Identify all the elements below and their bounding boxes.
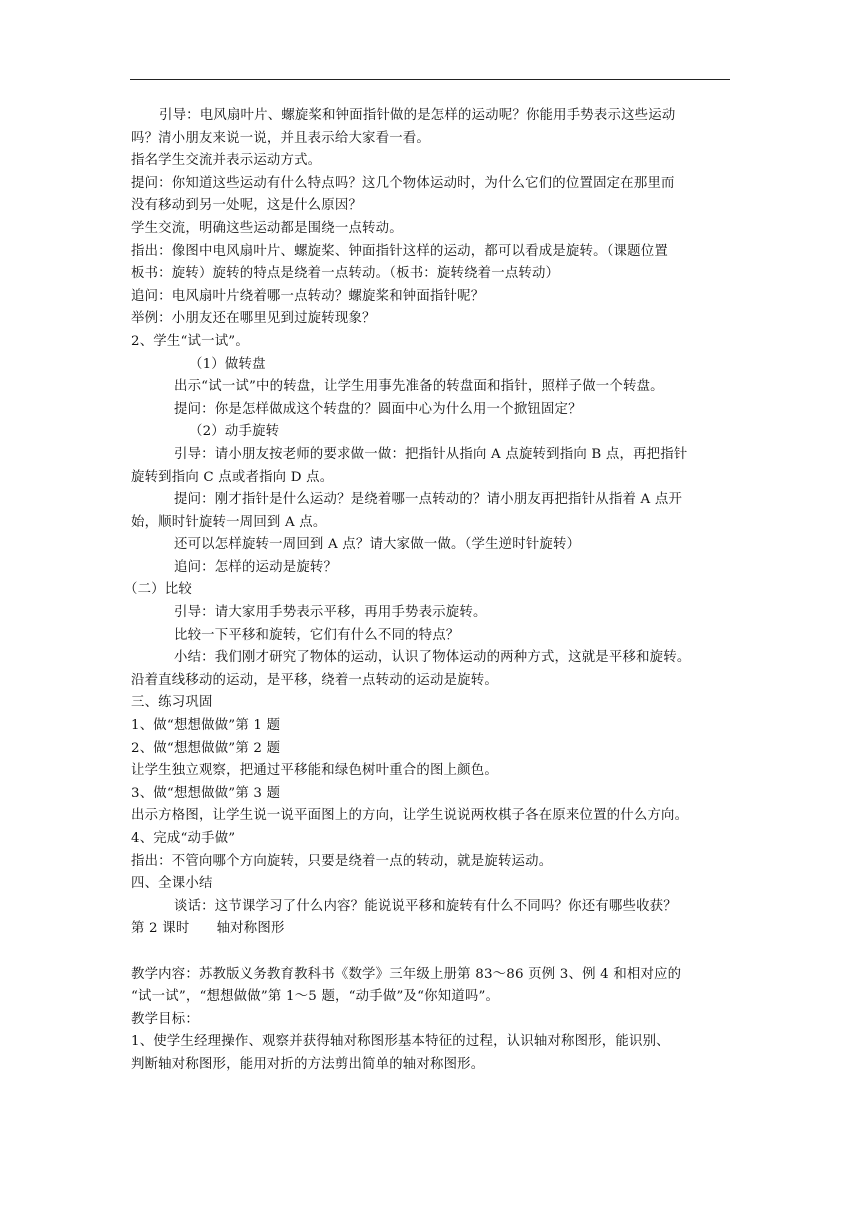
- list-item: 4、完成“动手做”: [131, 831, 236, 846]
- section-heading: 三、练习巩固: [131, 695, 213, 711]
- paragraph-line: 指出：不管向哪个方向旋转，只要是绕着一点的转动，就是旋转运动。: [131, 853, 553, 869]
- paragraph-line: 举例：小朋友还在哪里见到过旋转现象？: [131, 311, 376, 327]
- paragraph-line: 始，顺时针旋转一周回到 A 点。: [131, 514, 327, 530]
- blank-line: [131, 941, 731, 964]
- list-item: 2、做“想想做做”第 2 题: [131, 740, 281, 756]
- paragraph-line: 出示方格图，让学生说一说平面图上的方向，让学生说说两枚棋子各在原来位置的什么方向。: [131, 808, 689, 824]
- paragraph-line: 吗？清小朋友来说一说，并且表示给大家看一看。: [131, 130, 430, 146]
- paragraph-line: 提问：刚才指针是什么运动？是绕着哪一点转动的？请小朋友再把指针从指着 A 点开: [174, 492, 683, 508]
- header-rule: [130, 79, 730, 80]
- paragraph-line: 没有移动到另一处呢，这是什么原因？: [131, 198, 363, 214]
- paragraph-line: 1、使学生经理操作、观察并获得轴对称图形基本特征的过程，认识轴对称图形，能识别、: [131, 1034, 670, 1050]
- paragraph-line: 提问：你是怎样做成这个转盘的？圆面中心为什么用一个掀钮固定？: [174, 401, 582, 417]
- paragraph-line: 指名学生交流并表示运动方式。: [131, 153, 322, 169]
- document-body: [124, 105, 731, 1077]
- paragraph-line: 判断轴对称图形，能用对折的方法剪出简单的轴对称图形。: [131, 1056, 485, 1072]
- paragraph-line: 板书：旋转）旋转的特点是绕着一点转动。（板书：旋转绕着一点转动）: [131, 266, 560, 282]
- paragraph-line: 教学内容：苏教版义务教育教科书《数学》三年级上册第 83～86 页例 3、例 4 和相对应的: [131, 966, 682, 982]
- paragraph-line: 引导：请小朋友按老师的要求做一做：把指针从指向 A 点旋转到指向 B 点，再把指针: [174, 446, 688, 462]
- section-heading: 教学目标：: [131, 1011, 199, 1027]
- section-heading: 2、学生“试一试”。: [131, 333, 249, 349]
- paragraph-line: “试一试”，“想想做做”第 1～5 题，“动手做”及“你知道吗”。: [131, 989, 500, 1005]
- paragraph-line: 引导：电风扇叶片、螺旋桨和钟面指针做的是怎样的运动呢？你能用手势表示这些运动: [159, 108, 676, 123]
- paragraph-line: 引导：请大家用手势表示平移，再用手势表示旋转。: [174, 605, 487, 621]
- paragraph-line: 提问：你知道这些运动有什么特点吗？这几个物体运动时，为什么它们的位置固定在那里而: [131, 175, 675, 191]
- list-item: 1、做“想想做做”第 1 题: [131, 718, 281, 734]
- paragraph-line: 学生交流，明确这些运动都是围绕一点转动。: [131, 220, 403, 236]
- paragraph-line: 指出：像图中电风扇叶片、螺旋桨、钟面指针这样的运动，都可以看成是旋转。（课题位置: [131, 243, 668, 259]
- paragraph-line: 比较一下平移和旋转，它们有什么不同的特点？: [174, 627, 460, 643]
- paragraph-line: 旋转到指向 C 点或者指向 D 点。: [131, 469, 334, 485]
- paragraph-line: 追问：怎样的运动是旋转？: [174, 559, 338, 575]
- paragraph-line: 小结：我们刚才研究了物体的运动，认识了物体运动的两种方式，这就是平移和旋转。: [174, 650, 691, 666]
- paragraph-line: 出示“试一试”中的转盘，让学生用事先准备的转盘面和指针，照样子做一个转盘。: [174, 379, 664, 395]
- sub-heading: （1）做转盘: [189, 356, 266, 372]
- section-heading: （二）比较: [124, 582, 192, 598]
- paragraph-line: 让学生独立观察，把通过平移能和绿色树叶重合的图上颜色。: [131, 763, 498, 779]
- lesson-heading: 第 2 课时 轴对称图形: [131, 921, 285, 937]
- paragraph-line: 还可以怎样旋转一周回到 A 点？请大家做一做。（学生逆时针旋转）: [174, 537, 581, 553]
- sub-heading: （2）动手旋转: [189, 424, 280, 440]
- paragraph-line: 沿着直线移动的运动，是平移，绕着一点转动的运动是旋转。: [131, 672, 498, 688]
- paragraph-line: 追问：电风扇叶片绕着哪一点转动？螺旋桨和钟面指针呢？: [131, 288, 485, 304]
- paragraph-line: 谈话：这节课学习了什么内容？能说说平移和旋转有什么不同吗？你还有哪些收获？: [174, 898, 677, 914]
- section-heading: 四、全课小结: [131, 876, 213, 892]
- list-item: 3、做“想想做做”第 3 题: [131, 785, 281, 801]
